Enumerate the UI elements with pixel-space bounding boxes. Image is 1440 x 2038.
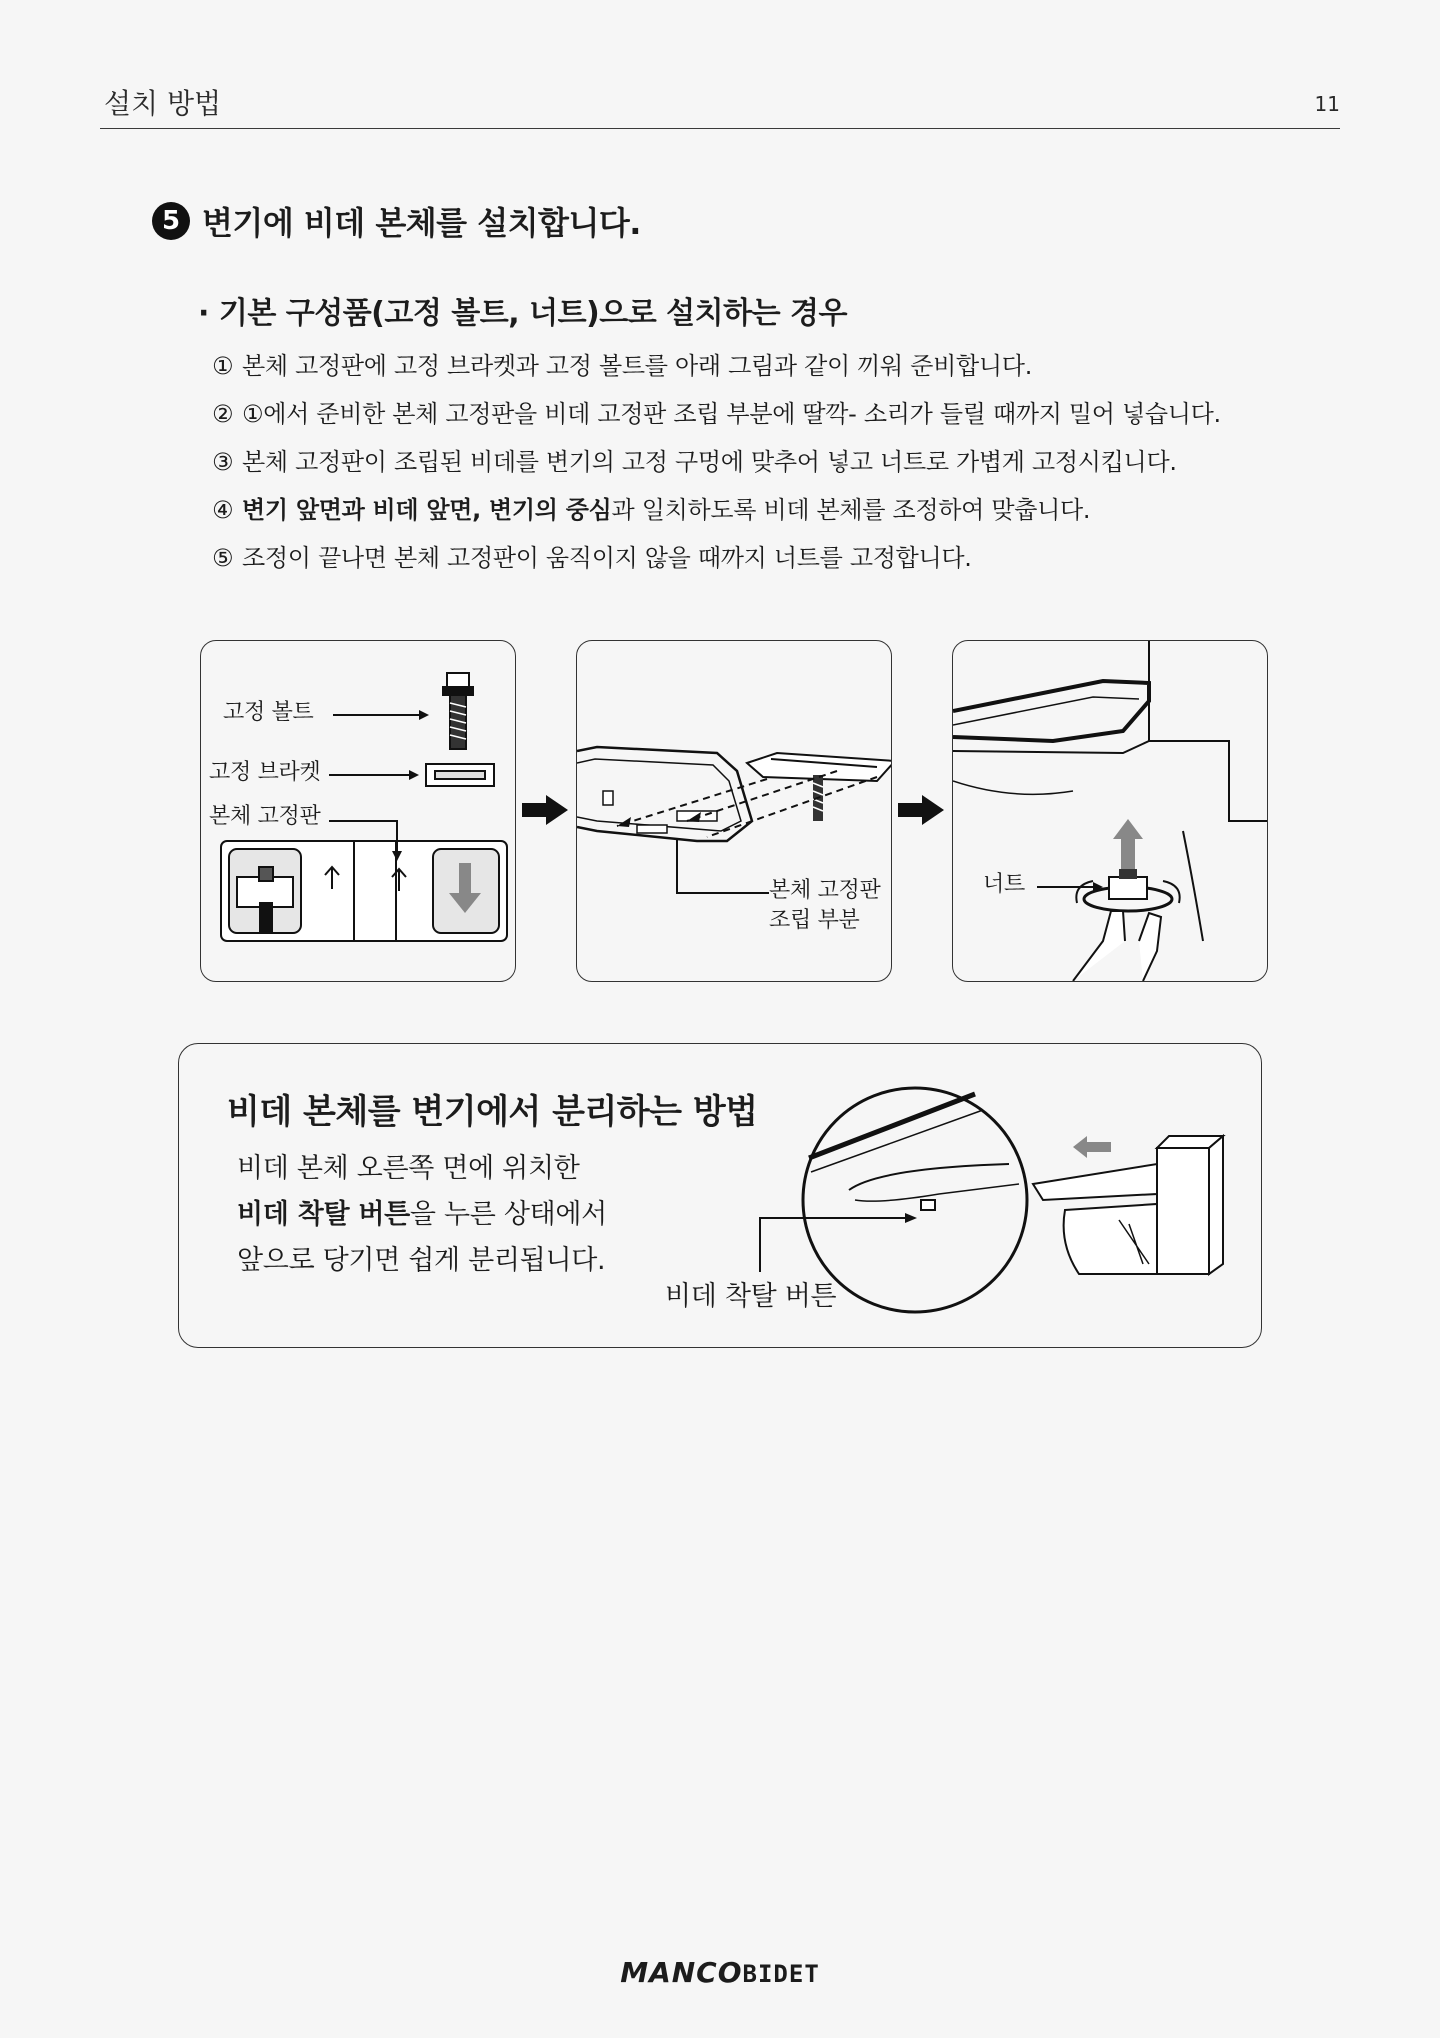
assembly-label-line1: 본체 고정판 [769, 878, 881, 903]
instruction-item [212, 342, 1221, 390]
step-title: 변기에 비데 본체를 설치합니다. [202, 204, 641, 242]
bracket-label: 고정 브라켓 [209, 760, 321, 785]
instruction-marker: ① [212, 352, 234, 380]
instruction-text: 과 일치하도록 비데 본체를 조정하여 맞춥니다. [611, 496, 1091, 524]
instruction-item [212, 534, 1221, 582]
instruction-text: 본체 고정판이 조립된 비데를 변기의 고정 구멍에 맞추어 넣고 너트로 가볍게 고정시킵니다. [242, 448, 1177, 476]
step-number-badge: 5 [152, 202, 190, 240]
next-step-arrow-icon [898, 795, 944, 825]
removal-line2-rest: 을 누른 상태에서 [409, 1199, 607, 1230]
removal-info-box [178, 1043, 1262, 1348]
detach-button-caption: 비데 착탈 버튼 [665, 1281, 837, 1312]
removal-line2-bold: 비데 착탈 버튼 [237, 1199, 410, 1230]
page-number: 11 [1314, 92, 1340, 116]
bolt-icon [443, 673, 473, 749]
instruction-text: ①에서 준비한 본체 고정판을 비데 고정판 조립 부분에 딸깍- 소리가 들릴 때까지 밀어 넣습니다. [242, 400, 1221, 428]
instruction-text: 본체 고정판에 고정 브라켓과 고정 볼트를 아래 그림과 같이 끼워 준비합니다. [242, 352, 1033, 380]
instruction-text: 조정이 끝나면 본체 고정판이 움직이지 않을 때까지 너트를 고정합니다. [242, 544, 972, 572]
instruction-item [212, 486, 1221, 534]
instruction-marker: ④ [212, 496, 234, 524]
brand-logo-part1: MANCO [620, 1956, 743, 1989]
assembly-label-line2: 조립 부분 [769, 908, 860, 933]
removal-title: 비데 본체를 변기에서 분리하는 방법 [227, 1092, 758, 1132]
nut-label: 너트 [983, 872, 1025, 897]
figure-panel-parts [200, 640, 516, 982]
instruction-item [212, 390, 1221, 438]
instruction-marker: ⑤ [212, 544, 234, 572]
instruction-marker: ③ [212, 448, 234, 476]
next-step-arrow-icon [522, 795, 568, 825]
bolt-label: 고정 볼트 [223, 700, 314, 725]
removal-line3: 앞으로 당기면 쉽게 분리됩니다. [237, 1245, 606, 1276]
header-divider [100, 128, 1340, 129]
figure-panel-nut [952, 640, 1268, 982]
figure-panel-assembly [576, 640, 892, 982]
step-heading [152, 198, 641, 244]
bracket-icon [426, 764, 494, 786]
removal-line1: 비데 본체 오른쪽 면에 위치한 [237, 1153, 580, 1184]
instruction-item [212, 438, 1221, 486]
plate-label: 본체 고정판 [209, 804, 321, 829]
brand-logo [0, 1956, 1440, 1989]
nut-illustration [953, 641, 1267, 981]
section-heading: · 기본 구성품(고정 볼트, 너트)으로 설치하는 경우 [198, 296, 848, 331]
instruction-bold: 변기 앞면과 비데 앞면, 변기의 중심 [242, 496, 612, 524]
instruction-marker: ② [212, 400, 234, 428]
brand-logo-part2: BIDET [742, 1960, 820, 1988]
instruction-list [212, 342, 1221, 582]
header-title: 설치 방법 [104, 87, 222, 120]
